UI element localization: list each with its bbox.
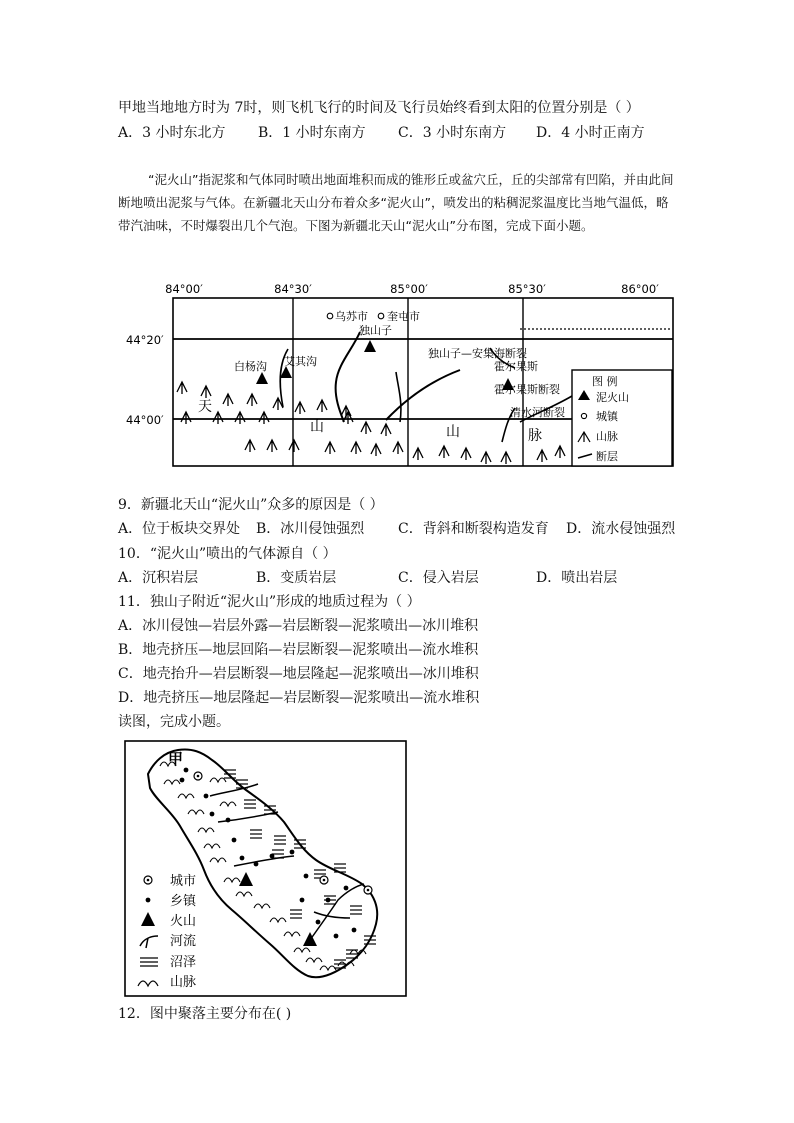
q8-option-a: A．3 小时东北方 — [118, 125, 226, 141]
legend-town-label: 乡镇 — [170, 894, 197, 909]
mountain-symbol — [381, 424, 391, 436]
map1-legend — [572, 370, 672, 466]
mountain-symbol — [537, 450, 547, 462]
label-fault-huoerguosi: 霍尔果斯断裂 — [494, 383, 560, 396]
legend-fault-label: 断层 — [596, 450, 618, 463]
river-dushanzi — [396, 372, 401, 422]
passage-text: “泥火山”指泥浆和气体同时喷出地面堆积而成的锥形丘或盆穴丘，丘的尖部常有凹陷，并由此间断地喷出泥浆与气体。在新疆北天山分布着众多“泥火山”，喷发出的粘稠泥浆温度比当地气温低，略带汽油味，不时爆裂出几个气泡。下图为新疆北天山“泥火山”分布图，完成下面小题。 — [118, 172, 674, 233]
island-map — [124, 740, 408, 998]
legend-city-icon-dot — [147, 879, 150, 882]
mud-volcano-dushanzi — [364, 340, 376, 352]
mountain-symbol — [247, 394, 257, 406]
mud-volcano-baiyanggou — [256, 372, 268, 384]
mountain-symbol — [267, 440, 277, 452]
mountain-symbol — [371, 444, 381, 456]
mountain-char-mai: 脉 — [528, 428, 542, 444]
legend-box — [572, 370, 672, 466]
legend-city-label: 城市 — [170, 874, 197, 889]
mountain-symbol — [289, 440, 299, 452]
town-dot — [210, 812, 215, 817]
lon-label-85-30: 85°30′ — [508, 282, 546, 296]
lat-label-44-00: 44°00′ — [126, 413, 164, 427]
q11-stem: 11．独山子附近“泥火山”形成的地质过程为（ ） — [118, 594, 421, 610]
town-kuitun — [378, 313, 384, 319]
q11-option-c: C．地壳抬升—岩层断裂—地层隆起—泥浆喷出—冰川堆积 — [118, 666, 479, 682]
q8-stem: 甲地当地地方时为 7时，则飞机飞行的时间及飞行员始终看到太阳的位置分别是（ ） — [118, 100, 640, 116]
mountain-symbol — [181, 412, 191, 424]
mountain-symbol — [213, 412, 223, 424]
lat-label-44-20: 44°20′ — [126, 333, 164, 347]
city-3-dot — [367, 889, 370, 892]
legend-volcano-label: 火山 — [170, 914, 197, 929]
legend-mountain-label: 山脉 — [170, 975, 197, 990]
q9-stem: 9．新疆北天山“泥火山”众多的原因是（ ） — [118, 497, 384, 513]
mountain-symbol — [295, 402, 305, 414]
q11-option-a: A．冰川侵蚀—岩层外露—岩层断裂—泥浆喷出—冰川堆积 — [118, 618, 479, 634]
mountain-symbol — [223, 394, 233, 406]
town-dot — [204, 794, 209, 799]
legend-town-icon — [146, 898, 151, 903]
legend-swamp-label: 沼泽 — [170, 955, 197, 970]
label-wusu: 乌苏市 — [335, 310, 368, 323]
mountain-symbol — [317, 400, 327, 412]
legend-title: 图 例 — [592, 375, 618, 388]
label-baiyanggou: 白杨沟 — [234, 360, 267, 373]
q9-option-b: B．冰川侵蚀强烈 — [256, 521, 365, 537]
q10-stem: 10．“泥火山”喷出的气体源自（ ） — [118, 546, 337, 562]
q9-option-a: A．位于板块交界处 — [118, 521, 241, 537]
town-dot — [326, 898, 331, 903]
label-dushanzi: 独山子 — [359, 324, 392, 337]
town-dot — [290, 850, 295, 855]
label-fault-dushanzi-anjihai: 独山子—安集海断裂 — [428, 347, 527, 360]
intro-read-map: 读图，完成小题。 — [118, 714, 230, 730]
legend-mud-volcano-label: 泥火山 — [596, 391, 629, 404]
town-dot — [304, 874, 309, 879]
mountain-char-tian: 天 — [198, 399, 212, 415]
mountain-symbol — [201, 386, 211, 398]
mountain-symbol — [439, 446, 449, 458]
mountain-symbol — [351, 442, 361, 454]
legend-town-icon — [581, 413, 586, 418]
legend-mountain-label: 山脉 — [596, 430, 618, 443]
mountain-symbol — [361, 422, 371, 434]
q11-option-d: D．地壳挤压—地层隆起—岩层断裂—泥浆喷出—流水堆积 — [118, 690, 480, 706]
town-wusu — [327, 313, 333, 319]
city-2-dot — [323, 879, 326, 882]
mountain-symbol — [481, 452, 491, 464]
town-dot — [254, 862, 259, 867]
q10-option-d: D．喷出岩层 — [536, 570, 618, 586]
town-dot — [226, 818, 231, 823]
q9-option-d: D．流水侵蚀强烈 — [566, 521, 676, 537]
town-dot — [344, 886, 349, 891]
mountain-symbol — [235, 412, 245, 424]
label-fault-qingshuihe: 清水河断裂 — [510, 406, 565, 419]
q10-option-c: C．侵入岩层 — [398, 570, 479, 586]
legend-river-label: 河流 — [170, 934, 197, 949]
mountain-symbol — [393, 442, 403, 454]
lon-label-85-00: 85°00′ — [390, 282, 428, 296]
q8-option-c: C．3 小时东南方 — [398, 125, 507, 141]
town-dot — [270, 854, 275, 859]
label-kuitun: 奎屯市 — [387, 310, 420, 323]
map2-frame — [125, 741, 406, 996]
town-dot — [240, 856, 245, 861]
q11-option-b: B．地壳挤压—地层回陷—岩层断裂—泥浆喷出—流水堆积 — [118, 642, 479, 658]
passage-mud-volcano — [118, 168, 678, 237]
label-jia: 甲 — [168, 750, 184, 768]
mountain-char-shan-2: 山 — [446, 424, 460, 440]
mountain-symbol — [259, 412, 269, 424]
label-huoerguosi-1: 霍尔果斯 — [494, 360, 538, 373]
mountain-symbol — [325, 442, 335, 454]
mountain-symbol — [245, 440, 255, 452]
label-aigonggou: 艾其沟 — [284, 355, 317, 368]
city-1-dot — [197, 775, 200, 778]
lon-label-84-30: 84°30′ — [274, 282, 312, 296]
mountain-symbol — [555, 446, 565, 458]
mountain-symbol — [461, 448, 471, 460]
town-dot — [180, 778, 185, 783]
town-dot — [232, 838, 237, 843]
mountain-symbol — [413, 448, 423, 460]
town-dot — [316, 920, 321, 925]
lon-label-84-00: 84°00′ — [165, 282, 203, 296]
town-dot — [352, 928, 357, 933]
lon-label-86-00: 86°00′ — [621, 282, 659, 296]
mountain-symbol — [501, 452, 511, 464]
q9-option-c: C．背斜和断裂构造发育 — [398, 521, 549, 537]
q10-option-a: A．沉积岩层 — [118, 570, 199, 586]
mud-volcano-distribution-map — [126, 282, 676, 470]
mountain-symbol — [177, 382, 187, 394]
legend-town-label: 城镇 — [596, 410, 618, 423]
mountain-char-shan-1: 山 — [310, 419, 324, 435]
q10-option-b: B．变质岩层 — [256, 570, 337, 586]
mountain-symbol — [343, 412, 353, 424]
town-dot — [334, 934, 339, 939]
q8-option-d: D．4 小时正南方 — [536, 125, 645, 141]
town-dot — [300, 898, 305, 903]
town-dot — [184, 768, 189, 773]
q8-option-b: B．1 小时东南方 — [258, 125, 366, 141]
q12-stem: 12．图中聚落主要分布在( ) — [118, 1006, 292, 1022]
